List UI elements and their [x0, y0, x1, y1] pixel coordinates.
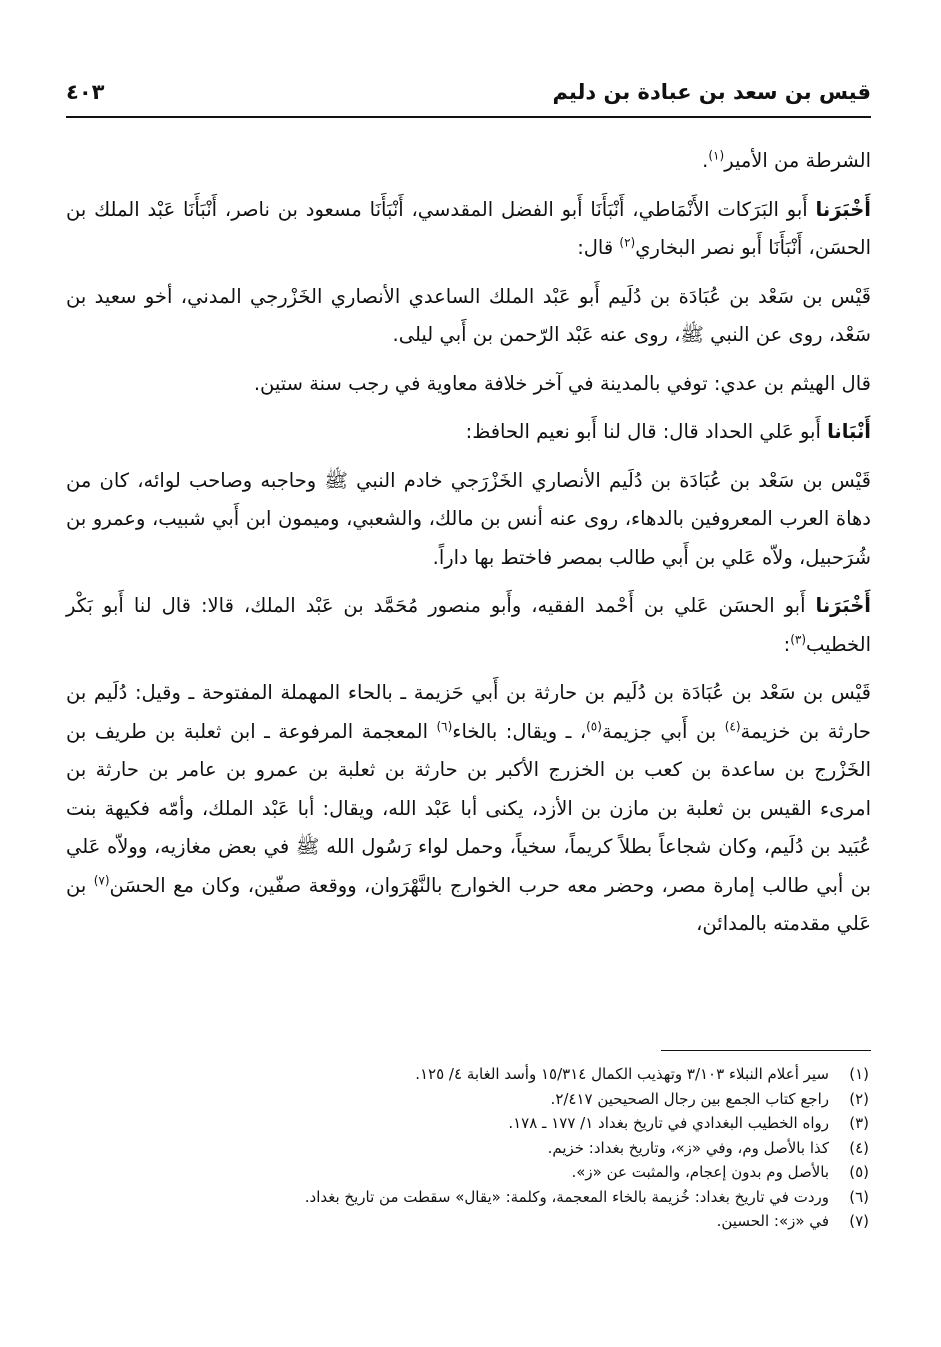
paragraph-1-text: الشرطة من الأمير — [724, 149, 871, 172]
footnote-ref-4: (٤) — [724, 719, 741, 733]
isnad-keyword: أَخْبَرَنا — [815, 197, 871, 221]
page-header — [66, 78, 871, 112]
footnote-ref-3: (٣) — [790, 632, 807, 646]
isnad-keyword: أَنْبَانا — [827, 420, 871, 443]
paragraph-5 — [66, 413, 871, 452]
paragraph-4-text: قال الهيثم بن عدي: توفي بالمدينة في آخر خلافة معاوية في رجب سنة ستين. — [253, 371, 871, 395]
paragraph-8-text-e: بن عَلي مقدمته بالمدائن، — [66, 873, 871, 935]
footnote-number: (٥) — [849, 1163, 869, 1181]
footnote-1 — [66, 1062, 871, 1087]
paragraph-6 — [66, 462, 871, 578]
paragraph-2 — [66, 191, 871, 268]
footnote-5 — [66, 1160, 871, 1185]
footnote-ref-5: (٥) — [586, 719, 602, 733]
footnote-number: (٤) — [849, 1138, 869, 1157]
paragraph-1-tail: . — [702, 149, 709, 172]
paragraph-3 — [66, 278, 871, 355]
paragraph-1 — [66, 142, 871, 181]
main-text — [66, 142, 871, 954]
footnote-ref-2: (٢) — [619, 235, 636, 250]
paragraph-2-text-a: أَبو البَرَكات الأَنْمَاطي، أَنْبَأَنَا أَبو الفضل المقدسي، أَنْبَأَنَا مسعود بن ناصر، أَنْبَأَنَا عَبْد الملك بن الحسَن، أَنْبَأَنَا أَبو نصر البخاري — [66, 197, 871, 259]
footnote-6 — [66, 1185, 871, 1210]
footnote-text: كذا بالأصل وم، وفي «ز»، وتاريخ بغداد: خزيم. — [547, 1138, 829, 1157]
footnote-3 — [66, 1111, 871, 1136]
paragraph-4 — [66, 365, 871, 404]
paragraph-7-text-b: : — [783, 632, 791, 656]
paragraph-3-text: قَيْس بن سَعْد بن عُبَادَة بن دُلَيم أَبو عَبْد الملك الساعدي الأنصاري الخَزْرجي المدني، أخو سعيد بن سَعْد، روى عن النبي ﷺ، روى عنه عَبْد الرّحمن بن أَبي ليلى. — [66, 284, 871, 346]
paragraph-8-text-b: بن أَبي جزيمة — [601, 719, 725, 743]
running-title: قيس بن سعد بن عبادة بن دليم — [552, 80, 871, 104]
footnote-number: (١) — [849, 1065, 869, 1083]
paragraph-8 — [66, 674, 871, 944]
footnote-ref-1: (١) — [708, 148, 725, 163]
footnote-text: رواه الخطيب البغدادي في تاريخ بغداد ١/ ١٧٧ ـ ١٧٨. — [508, 1114, 829, 1132]
footnote-number: (٧) — [849, 1212, 869, 1230]
footnote-text: سير أعلام النبلاء ٣/١٠٣ وتهذيب الكمال ١٥/٣١٤ وأسد الغابة ٤/ ١٢٥. — [415, 1065, 829, 1083]
footnote-text: وردت في تاريخ بغداد: خُزيمة بالخاء المعجمة، وكلمة: «يقال» سقطت من تاريخ بغداد. — [304, 1187, 829, 1206]
paragraph-2-text-b: قال: — [577, 236, 620, 259]
footnote-number: (٣) — [849, 1114, 869, 1132]
paragraph-5-text: أَبو عَلي الحداد قال: قال لنا أَبو نعيم الحافظ: — [465, 420, 828, 443]
paragraph-6-text: قَيْس بن سَعْد بن عُبَادَة بن دُلَيم الأنصاري الخَزْرَجي خادم النبي ﷺ وحاجبه وصاحب لوائه، كان من دهاة العرب المعروفين بالدهاء، روى عنه أنس بن مالك، والشعبي، وميمون ابن أَبي شبيب، وعمرو بن شُرَحبيل، ولاّه عَلي بن أَبي طالب بمصر فاختط بها داراً. — [66, 468, 871, 569]
paragraph-7 — [66, 587, 871, 664]
isnad-keyword: أَخْبَرَنا — [815, 594, 871, 617]
footnote-7 — [66, 1209, 871, 1234]
paragraph-7-text-a: أَبو الحسَن عَلي بن أَحْمد الفقيه، وأَبو منصور مُحَمَّد بن عَبْد الملك، قالا: قال لنا أَبو بَكْر الخطيب — [66, 594, 871, 656]
footnote-text: في «ز»: الحسين. — [716, 1212, 829, 1230]
footnote-ref-6: (٦) — [436, 719, 453, 733]
paragraph-8-text-c: ، ـ ويقال: بالخاء — [452, 719, 587, 743]
footnote-number: (٦) — [849, 1187, 869, 1206]
footnotes — [66, 1062, 871, 1234]
footnote-2 — [66, 1087, 871, 1112]
footnote-ref-7: (٧) — [93, 873, 110, 887]
paragraph-8-text-a: قَيْس بن سَعْد بن عُبَادَة بن دُلَيم بن حارثة بن أَبي حَزيمة ـ بالحاء المهملة المفتوحة ـ وقيل: دُلَيم بن حارثة بن خزيمة — [66, 681, 871, 743]
footnote-separator — [661, 1050, 871, 1051]
footnote-4 — [66, 1136, 871, 1161]
header-rule — [66, 116, 871, 118]
footnote-text: بالأصل وم بدون إعجام، والمثبت عن «ز». — [571, 1163, 829, 1181]
footnote-text: راجع كتاب الجمع بين رجال الصحيحين ٢/٤١٧. — [550, 1089, 829, 1108]
page-number: ٤٠٣ — [66, 80, 105, 104]
paragraph-8-text-d: المعجمة المرفوعة ـ ابن ثعلبة بن طريف بن الخَزْرج بن ساعدة بن كعب بن الخزرج الأكبر بن حارثة بن ثعلبة بن عمرو بن عامر بن حارثة بن امرىء القيس بن ثعلبة بن مازن بن الأزد، يكنى أبا عَبْد الله، ويقال: أبا عَبْد الملك، وأمّه فكيهة بنت عُبَيد بن دُلَيم، وكان شجاعاً بطلاً كريماً، سخياً، وحمل لواء رَسُول الله ﷺ في بعض مغازيه، وولاّه عَلي بن أبي طالب إمارة مصر، وحضر معه حرب الخوارج بالنَّهْرَوان، ووقعة صفّين، وكان مع الحسَن — [66, 719, 871, 897]
footnote-number: (٢) — [849, 1089, 869, 1108]
